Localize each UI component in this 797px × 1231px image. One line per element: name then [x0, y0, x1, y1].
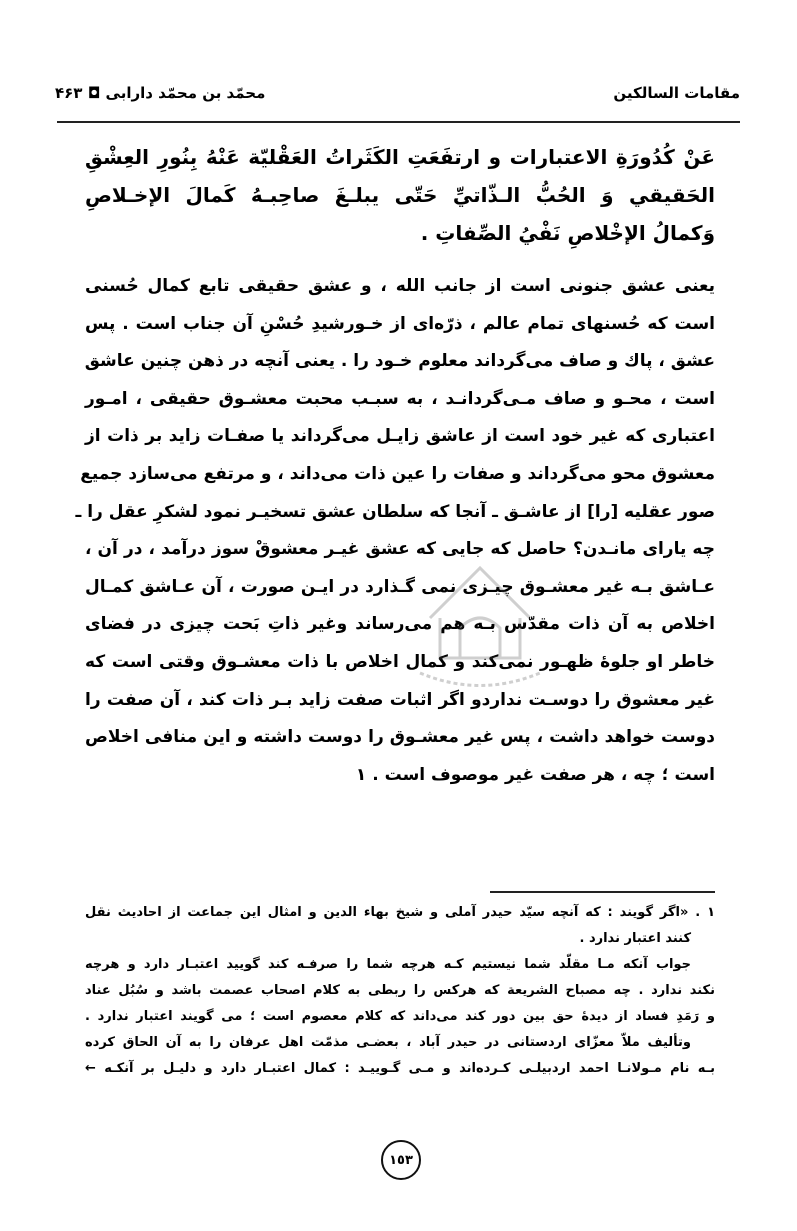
footnotes: [85, 900, 715, 1082]
text-line: معشوق محو می‌گرداند و صفات را عين ذات می‌داند ، و مرتفع می‌سازد جميع: [80, 463, 715, 484]
footnote-line: جواب آنكه مـا مقلّد شما نيستيم كـه هرچه شما را صرفـه كند گوييد اعتبـار دارد و هرچه: [85, 957, 691, 972]
footnote-line: و رَمَدِ فساد از ديدهٔ حق بين دور كند می‌داند كه كلام معصوم است ؛ می گويند اعتبار ندارد .: [85, 1009, 715, 1024]
text-line: چه يارای مانـدن؟ حاصل كه جايی كه عشق غيـر معشوقْ سوز درآمد ، در آن ،: [85, 539, 715, 560]
arabic-line: وَكمالُ الإخْلاصِ نَفْيُ الصِّفاتِ .: [420, 221, 715, 245]
footnote-rule: [490, 891, 715, 893]
text-line: يعنى عشق جنونی است از جانب الله ، و عشق حقيقى تابع كمال حُسنى: [85, 276, 715, 296]
footnote-line: بـه نام مـولانـا احمد اردبيلـى كـرده‌اند و مـى گـوييـد : كمال اعتبـار دارد و دليـل بر آنكـه ←: [85, 1061, 715, 1076]
footnote-line: ١ . «اگر گويند : كه آنچه سيّد حيدر آملی و شيخ بهاء الدين و امثال اين جماعت از احاديث نقل: [85, 905, 715, 920]
arabic-line: الحَقيقي وَ الحُبُّ الـذّاتيِّ حَتّى يبلـغَ صاحِبـهُ كَمالَ الإخـلاصِ: [85, 183, 715, 207]
text-line: خاطر او جلوهٔ ظهـور نمی‌كند و كمال اخلاص با ذات معشـوق وقتى است كه: [85, 651, 715, 672]
footnote-line: كنند اعتبار ندارد .: [579, 931, 691, 946]
running-header-title: مقامات السالکین: [613, 84, 740, 102]
running-header: [55, 84, 480, 110]
persian-paragraph: [75, 268, 715, 794]
text-line: است كه حُسنهای تمام عالم ، ذرّه‌ای از خـورشيدِ حُسْنِ آن جناب است . پس: [85, 313, 715, 334]
text-line: غير معشوق را دوسـت نداردو اگر اثبات صفت زايد بـر ذات كند ، آن صفت را: [85, 689, 715, 710]
text-line: اعتبارى كه غير خود است از عاشق زايـل می‌گرداند يا صفـات زايد بر ذات از: [85, 426, 715, 447]
footnote-line: نكند ندارد . چه مصباح الشريعة كه هركس را ربطى به كلام اصحاب عصمت باشد و سُبُل عناد: [85, 983, 715, 998]
arabic-quote: [85, 138, 715, 252]
library-watermark-logo: [390, 548, 570, 698]
arabic-line: عَنْ كُدُورَةِ الاعتبارات و ارتفَعَتِ الكَثَراتُ العَقْليّة عَنْهُ بِنُورِ العِشْقِ: [85, 145, 715, 169]
text-line: است ؛ چه ، هر صفت غير موصوف است . ١: [355, 764, 715, 785]
header-rule: [57, 121, 740, 123]
page-number: ١٥٣: [389, 1152, 413, 1168]
footnote-line: وتأليف ملاّ معزّاى اردستانى در حيدر آباد ، بعضـى مذمّت اهل عرفان را به آن الحاق كرده: [85, 1035, 691, 1050]
text-line: عشق ، پاك و صاف می‌گرداند معلوم خـود را . يعنى آنچه در ذهن چنين عاشق: [84, 351, 715, 372]
text-line: است ، محـو و صاف مـی‌گردانـد ، به سبـب محبت معشـوق حقيقى ، امـور: [85, 388, 715, 409]
text-line: عـاشق بـه غير معشـوق چيـزى نمی گـذارد در ايـن صورت ، آن عـاشق كمـال: [85, 576, 715, 597]
page-number-badge: [381, 1140, 421, 1180]
text-line: دوست خواهد داشت ، پس غير معشـوق را دوست داشته و اين منافى اخلاص: [85, 727, 715, 748]
running-header-author-page: محمّد بن محمّد دارابی ◘ ۴۶۳: [55, 84, 266, 102]
text-line: صور عقليه [را] از عاشـق ـ آنجا كه سلطان عشق تسخيـر نمود لشكرِ عقل را ـ: [75, 501, 715, 522]
text-line: اخلاص به آن ذات مقدّس بـه هم می‌رساند وغير ذاتِ بَحت چيزى در فضاى: [85, 614, 715, 635]
